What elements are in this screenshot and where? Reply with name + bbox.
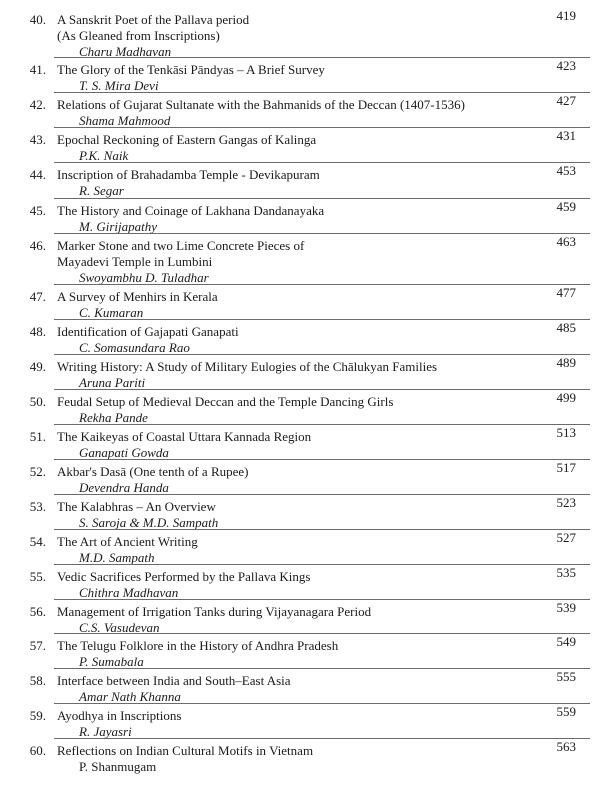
entry-page-number: 459 (556, 199, 576, 214)
entry-title: A Sanskrit Poet of the Pallava period (As Gleaned from Inscriptions) (57, 12, 250, 43)
entry-number: 45. (29, 203, 46, 218)
entry-page-number: 559 (556, 704, 576, 719)
entry-page-number: 539 (556, 600, 576, 615)
entry-divider (54, 319, 590, 320)
entry-divider (54, 127, 590, 128)
entry-page-number: 419 (556, 8, 576, 23)
entry-title: The Kalabhras – An Overview (57, 499, 216, 514)
entry-author: M. Girijapathy (79, 219, 157, 234)
entry-title: The History and Coinage of Lakhana Dandanayaka (57, 203, 325, 218)
entry-divider (54, 529, 590, 530)
entry-title: Identification of Gajapati Ganapati (57, 324, 239, 339)
entry-page-number: 527 (556, 530, 576, 545)
entry-title: A Survey of Menhirs in Kerala (57, 289, 218, 304)
entry-page-number: 463 (556, 234, 576, 249)
entry-title: Marker Stone and two Lime Concrete Pieces of Mayadevi Temple in Lumbini (57, 238, 305, 269)
entry-page-number: 499 (556, 390, 576, 405)
entry-divider (54, 57, 590, 58)
entry-title: Management of Irrigation Tanks during Vijayanagara Period (57, 604, 372, 619)
entry-title: The Glory of the Tenkāsi Pāndyas – A Brief Survey (57, 62, 325, 77)
entry-number: 57. (29, 638, 46, 653)
entry-divider (54, 389, 590, 390)
entry-page-number: 453 (556, 163, 576, 178)
entry-author: Ganapati Gowda (79, 445, 169, 460)
entry-number: 53. (29, 499, 46, 514)
entry-title: Ayodhya in Inscriptions (57, 708, 182, 723)
entry-author: M.D. Sampath (79, 550, 155, 565)
entry-page-number: 489 (556, 355, 576, 370)
entry-number: 51. (29, 429, 46, 444)
entry-author: Swoyambhu D. Tuladhar (79, 270, 209, 285)
entry-title: Inscription of Brahadamba Temple - Devikapuram (57, 167, 320, 182)
entry-author: Aruna Pariti (79, 375, 146, 390)
entry-title: Relations of Gujarat Sultanate with the Bahmanids of the Deccan (1407-1536) (57, 97, 465, 112)
entry-author: Shama Mahmood (79, 113, 171, 128)
entry-number: 54. (29, 534, 46, 549)
entry-number: 41. (29, 62, 46, 77)
entry-number: 55. (29, 569, 46, 584)
entry-divider (54, 599, 590, 600)
entry-number: 47. (29, 289, 46, 304)
entry-divider (54, 92, 590, 93)
entry-author: C.S. Vasudevan (79, 620, 160, 635)
entry-number: 43. (29, 132, 46, 147)
entry-divider (54, 633, 590, 634)
entry-author: P. Shanmugam (79, 759, 157, 774)
entry-divider (54, 703, 590, 704)
entry-author: Charu Madhavan (79, 44, 172, 59)
entry-number: 52. (29, 464, 46, 479)
entry-title: Reflections on Indian Cultural Motifs in Vietnam (57, 743, 314, 758)
entry-page-number: 535 (556, 565, 576, 580)
entry-page-number: 555 (556, 669, 576, 684)
entry-number: 48. (29, 324, 46, 339)
entry-author: P. Sumabala (79, 654, 144, 669)
entry-number: 49. (29, 359, 46, 374)
entry-page-number: 549 (556, 634, 576, 649)
entry-page-number: 485 (556, 320, 576, 335)
entry-author: Chithra Madhavan (79, 585, 179, 600)
entry-number: 42. (29, 97, 46, 112)
entry-page-number: 523 (556, 495, 576, 510)
entry-number: 56. (29, 604, 46, 619)
entry-page-number: 423 (556, 58, 576, 73)
entry-divider (54, 198, 590, 199)
entry-divider (54, 668, 590, 669)
entry-author: T. S. Mira Devi (79, 78, 159, 93)
entry-author: C. Somasundara Rao (79, 340, 190, 355)
entry-number: 46. (29, 238, 46, 253)
entry-number: 60. (29, 743, 46, 758)
entry-number: 50. (29, 394, 46, 409)
entry-number: 44. (29, 167, 46, 182)
entry-divider (54, 738, 590, 739)
entry-title: The Art of Ancient Writing (57, 534, 198, 549)
entry-number: 59. (29, 708, 46, 723)
entry-divider (54, 354, 590, 355)
entry-title: Epochal Reckoning of Eastern Gangas of Kalinga (57, 132, 317, 147)
entry-title: The Telugu Folklore in the History of Andhra Pradesh (57, 638, 339, 653)
entry-divider (54, 459, 590, 460)
entry-author: Amar Nath Khanna (79, 689, 181, 704)
entry-number: 58. (29, 673, 46, 688)
entry-author: S. Saroja & M.D. Sampath (79, 515, 219, 530)
entry-author: R. Segar (79, 183, 124, 198)
entry-page-number: 517 (556, 460, 576, 475)
entry-author: P.K. Naik (79, 148, 129, 163)
entry-page-number: 563 (556, 739, 576, 754)
entry-page-number: 477 (556, 285, 576, 300)
entry-page-number: 427 (556, 93, 576, 108)
entry-divider (54, 284, 590, 285)
entry-title: Akbar's Dasā (One tenth of a Rupee) (57, 464, 249, 479)
entry-number: 40. (29, 12, 46, 27)
entry-author: R. Jayasri (79, 724, 132, 739)
entry-title: Interface between India and South–East Asia (57, 673, 291, 688)
entry-title: Vedic Sacrifices Performed by the Pallava Kings (57, 569, 311, 584)
entry-page-number: 513 (556, 425, 576, 440)
entry-title: Writing History: A Study of Military Eulogies of the Chālukyan Families (57, 359, 438, 374)
entry-title: Feudal Setup of Medieval Deccan and the Temple Dancing Girls (57, 394, 394, 409)
entry-divider (54, 564, 590, 565)
entry-divider (54, 494, 590, 495)
entry-divider (54, 162, 590, 163)
entry-page-number: 431 (556, 128, 576, 143)
entry-author: Devendra Handa (79, 480, 169, 495)
entry-author: C. Kumaran (79, 305, 144, 320)
entry-divider (54, 233, 590, 234)
entry-title: The Kaikeyas of Coastal Uttara Kannada Region (57, 429, 312, 444)
entry-divider (54, 424, 590, 425)
entry-author: Rekha Pande (79, 410, 148, 425)
